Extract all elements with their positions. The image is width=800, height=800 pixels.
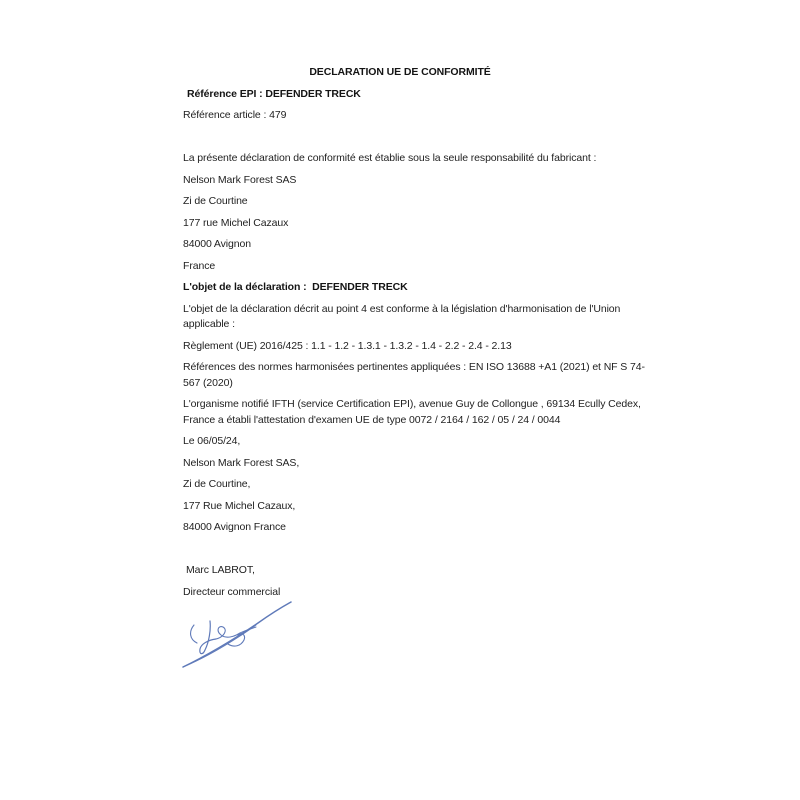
paragraph: 84000 Avignon xyxy=(183,238,251,250)
paragraph: Référence article : 479 xyxy=(183,109,287,121)
signature-image xyxy=(172,599,302,681)
paragraph: Référence EPI : DEFENDER TRECK xyxy=(187,87,361,100)
paragraph: La présente déclaration de conformité est établie sous la seule responsabilité du fabricant : xyxy=(183,152,597,164)
paragraph: 177 rue Michel Cazaux xyxy=(183,216,289,229)
paragraph-line: applicable : xyxy=(183,318,235,330)
document-body xyxy=(0,65,800,606)
paragraph-line: L'organisme notifié IFTH (service Certification EPI), avenue Guy de Collongue , 69134 Ecully Cedex, xyxy=(183,398,641,410)
document-title: DECLARATION UE DE CONFORMITÉ xyxy=(309,66,491,78)
paragraph: L'objet de la déclaration : DEFENDER TRECK xyxy=(183,281,408,293)
paragraph-line: 567 (2020) xyxy=(183,376,233,389)
paragraph-line: France a établi l'attestation d'examen UE de type 0072 / 2164 / 162 / 05 / 24 / 0044 xyxy=(183,413,561,426)
paragraph: Nelson Mark Forest SAS, xyxy=(183,456,300,469)
paragraph: France xyxy=(183,259,216,272)
paragraph xyxy=(0,130,800,146)
paragraph: Directeur commercial xyxy=(183,585,281,598)
paragraph: Le 06/05/24, xyxy=(183,435,241,447)
signature-ink-icon xyxy=(172,599,302,681)
paragraph: Règlement (UE) 2016/425 : 1.1 - 1.2 - 1.3.1 - 1.3.2 - 1.4 - 2.2 - 2.4 - 2.13 xyxy=(183,339,512,352)
paragraph-line: Références des normes harmonisées pertinentes appliquées : EN ISO 13688 +A1 (2021) et NF S 74- xyxy=(183,361,645,373)
paragraph: Nelson Mark Forest SAS xyxy=(183,173,297,186)
paragraph xyxy=(0,302,800,333)
paragraph: Marc LABROT, xyxy=(186,564,255,576)
paragraph xyxy=(0,360,800,391)
paragraph: 84000 Avignon France xyxy=(183,521,286,533)
paragraph-line: L'objet de la déclaration décrit au point 4 est conforme à la législation d'harmonisation de l'Union xyxy=(183,302,621,315)
paragraph: Zi de Courtine xyxy=(183,195,248,207)
paragraph xyxy=(0,542,800,558)
paragraph xyxy=(0,397,800,428)
document-paragraphs xyxy=(0,87,800,601)
paragraph: 177 Rue Michel Cazaux, xyxy=(183,499,296,512)
paragraph: Zi de Courtine, xyxy=(183,478,251,490)
